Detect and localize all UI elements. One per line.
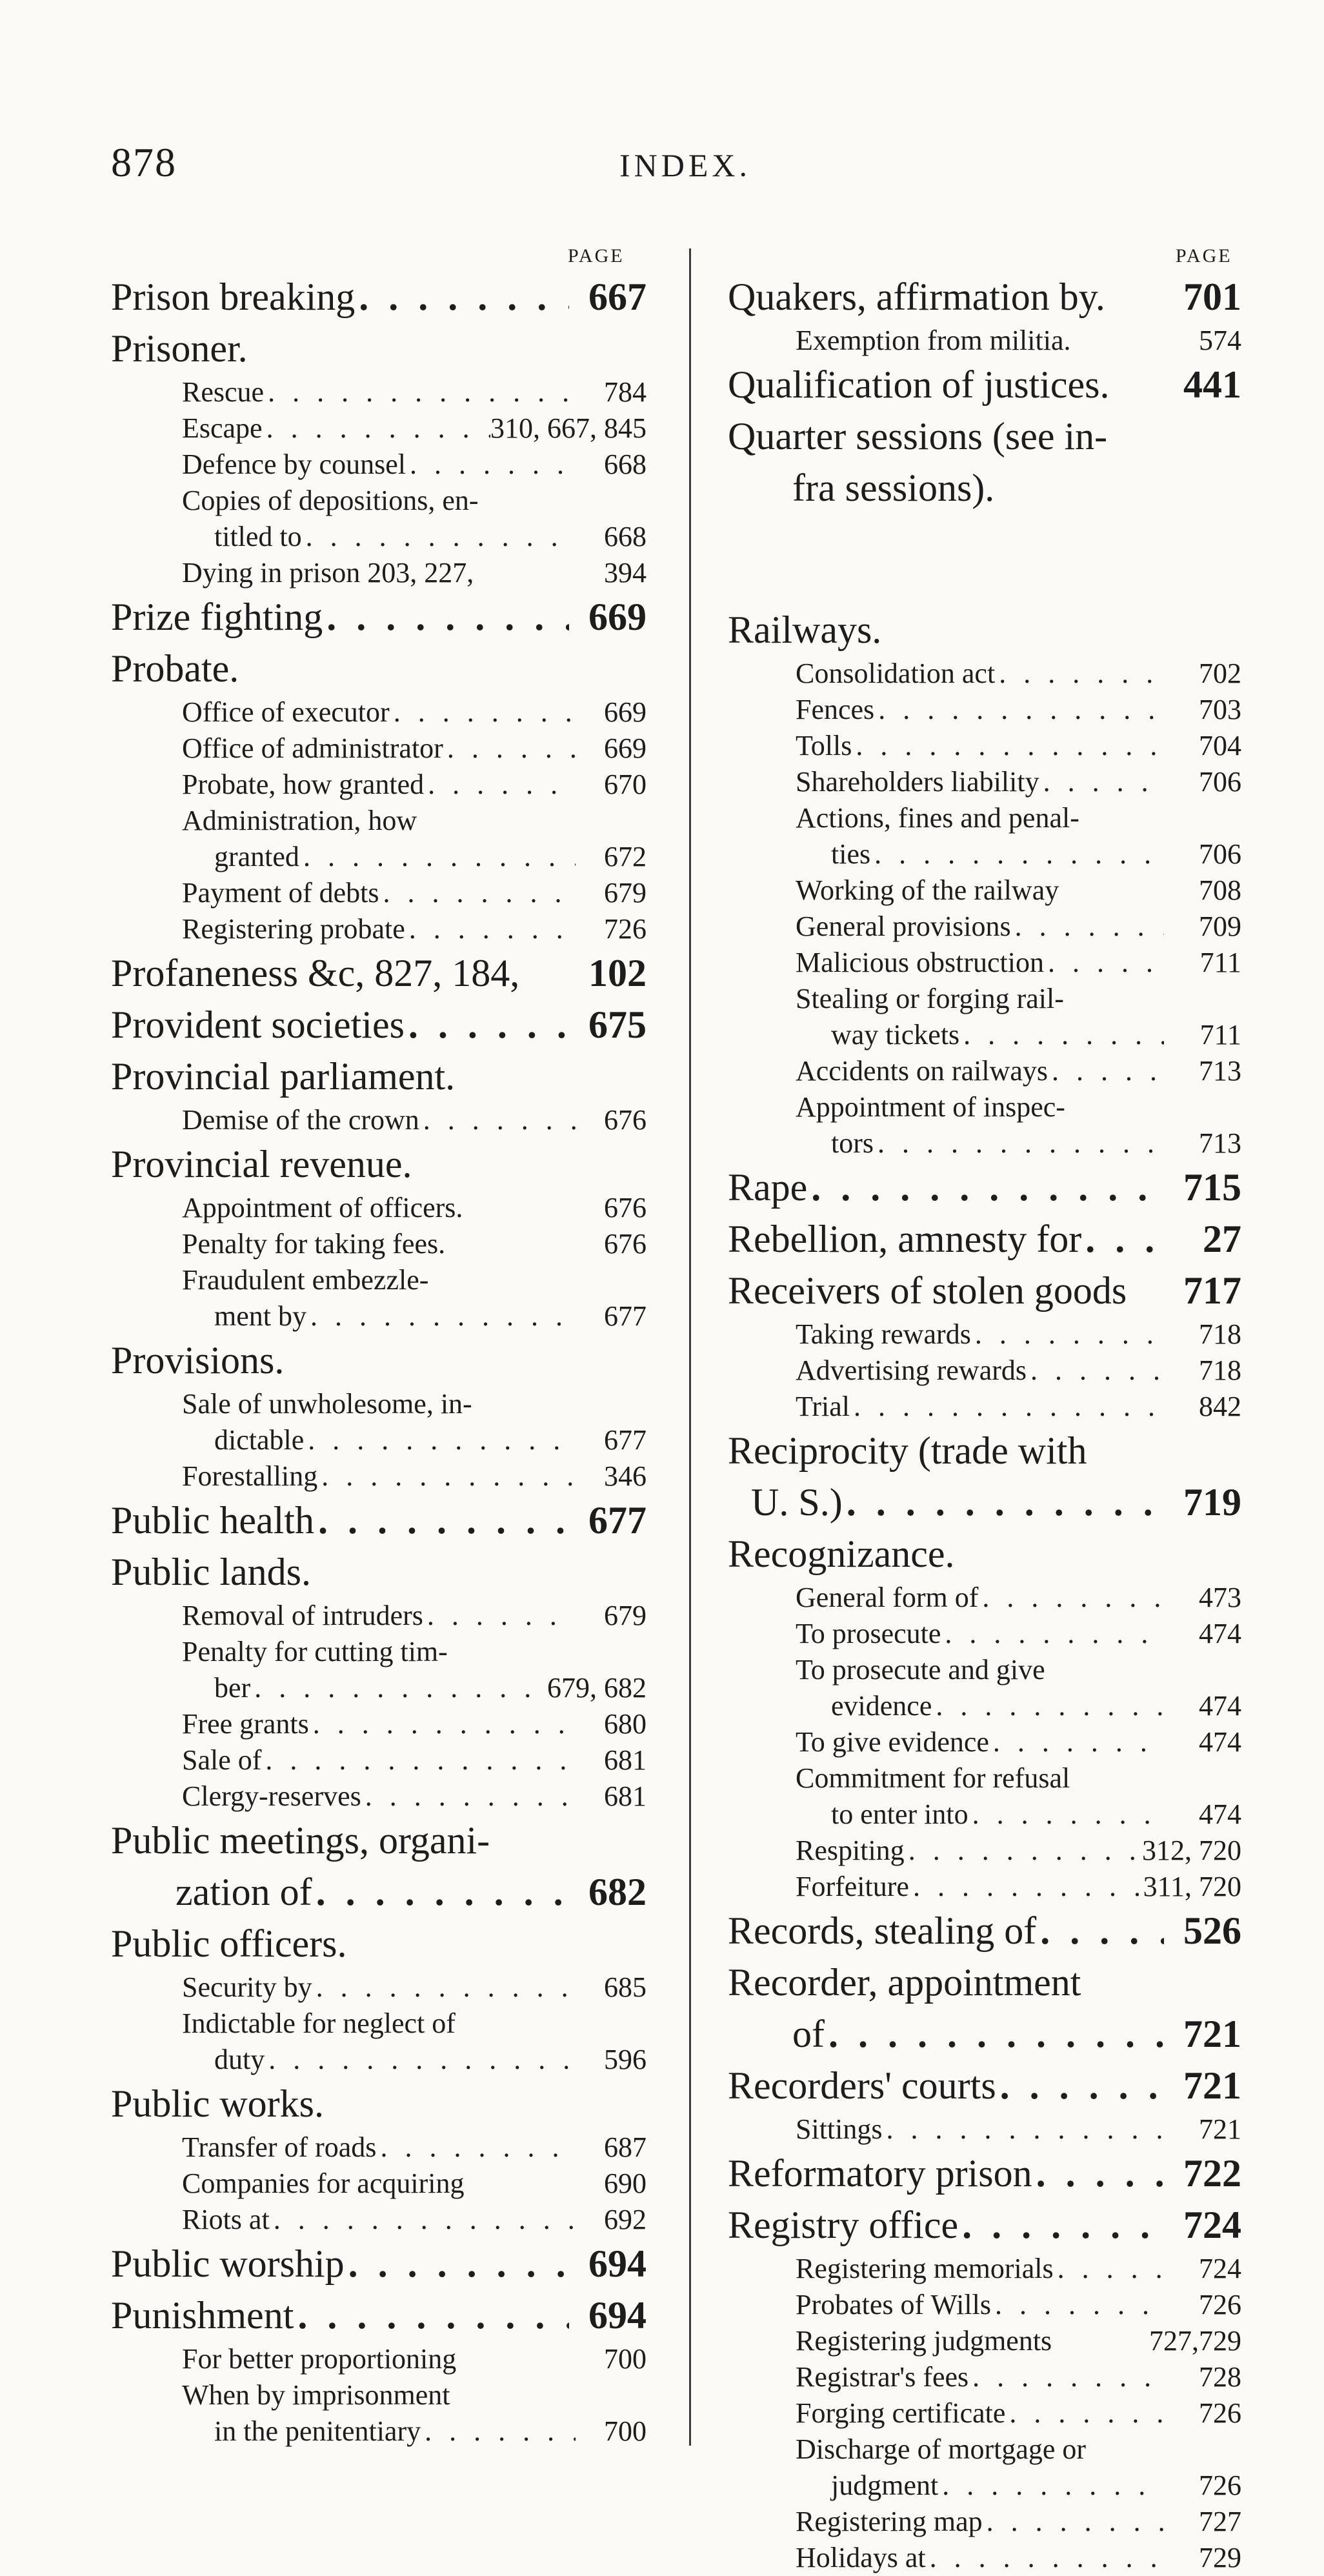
index-subentry: Registering probate . . . 726 — [111, 911, 647, 947]
index-subentry: dictable . . . 677 — [111, 1422, 647, 1458]
index-entry: U. S.) . . . 719 — [728, 1476, 1241, 1528]
index-subentry: Companies for acquiring 690 — [182, 2168, 647, 2199]
index-entry: Qualification of justices. 441 — [728, 363, 1241, 406]
index-subentry: Respiting . . . 312, 720 — [728, 1833, 1241, 1869]
index-heading: Provincial parliament. — [111, 1055, 456, 1098]
index-subentry: Sale of . . . 681 — [111, 1742, 647, 1778]
index-entry: Punishment . . . 694 — [111, 2289, 647, 2341]
index-heading: Probate. — [111, 647, 239, 690]
index-entry: Profaneness &c, 827, 184, 102 — [111, 952, 647, 994]
index-subentry-line: To prosecute and give — [796, 1654, 1045, 1685]
index-entry: Recorders' courts . . . 721 — [728, 2060, 1241, 2111]
index-subentry-line: Copies of depositions, en- — [182, 485, 479, 516]
index-heading: Provincial revenue. — [111, 1143, 412, 1185]
index-entry: zation of . . . 682 — [111, 1866, 647, 1918]
index-subentry: ber . . . 679, 682 — [111, 1670, 647, 1706]
index-subentry: ties . . . 706 — [728, 836, 1241, 872]
index-subentry: Tolls . . . 704 — [728, 728, 1241, 764]
index-heading: Provisions. — [111, 1339, 285, 1382]
index-subentry: Forfeiture . . . 311, 720 — [728, 1869, 1241, 1905]
index-subentry: Office of administrator . . . 669 — [111, 730, 647, 767]
index-subentry: Riots at . . . 692 — [111, 2202, 647, 2238]
index-subentry: Free grants . . . 680 — [111, 1706, 647, 1742]
index-subentry: to enter into . . . 474 — [728, 1796, 1241, 1833]
index-subentry: titled to . . . 668 — [111, 519, 647, 555]
index-subentry: Registering judgments 727,729 — [796, 2325, 1241, 2357]
right-column — [728, 271, 1241, 2576]
index-subentry: Office of executor . . . 669 — [111, 694, 647, 730]
index-subentry: Dying in prison 203, 227, 394 — [182, 557, 647, 589]
left-page-column-label: PAGE — [568, 245, 625, 267]
index-subentry: granted . . . 672 — [111, 839, 647, 875]
index-subentry-line: Appointment of inspec- — [796, 1091, 1065, 1123]
index-subentry-line: Commitment for refusal — [796, 1762, 1070, 1794]
index-entry: Registry office . . . 724 — [728, 2199, 1241, 2251]
index-subentry: Appointment of officers. 676 — [182, 1192, 647, 1223]
index-heading: Railways. — [728, 609, 882, 651]
index-subentry: Working of the railway 708 — [796, 874, 1241, 906]
index-subentry: Probate, how granted . . . 670 — [111, 767, 647, 803]
index-subentry: Holidays at . . . 729 — [728, 2540, 1241, 2576]
index-subentry: Clergy-reserves . . . 681 — [111, 1778, 647, 1815]
index-heading: Recognizance. — [728, 1533, 955, 1575]
index-heading: Reciprocity (trade with — [728, 1429, 1087, 1472]
index-subentry: General form of . . . 473 — [728, 1580, 1241, 1616]
index-heading: Public lands. — [111, 1551, 311, 1593]
index-subentry: Removal of intruders . . . 679 — [111, 1598, 647, 1634]
index-heading: Public meetings, organi- — [111, 1819, 490, 1862]
index-subentry: Penalty for taking fees. 676 — [182, 1228, 647, 1260]
index-subentry: Escape . . . 310, 667, 845 — [111, 410, 647, 447]
index-subentry: Defence by counsel . . . 668 — [111, 447, 647, 483]
index-entry: Public health . . . 677 — [111, 1494, 647, 1546]
index-subentry: Payment of debts . . . 679 — [111, 875, 647, 911]
index-subentry-line: Actions, fines and penal- — [796, 802, 1079, 834]
index-heading: Prisoner. — [111, 327, 248, 370]
index-subentry: Forestalling . . . 346 — [111, 1458, 647, 1494]
index-subentry: tors . . . 713 — [728, 1125, 1241, 1162]
index-subentry: Rescue . . . 784 — [111, 374, 647, 410]
index-subentry-line: Discharge of mortgage or — [796, 2433, 1087, 2465]
index-subentry: Transfer of roads . . . 687 — [111, 2129, 647, 2166]
index-heading-continuation: fra sessions). — [792, 467, 995, 509]
index-subentry-line: Stealing or forging rail- — [796, 983, 1064, 1014]
index-subentry: Advertising rewards . . . 718 — [728, 1353, 1241, 1389]
index-subentry-line: Penalty for cutting tim- — [182, 1636, 448, 1667]
index-subentry: Demise of the crown . . . 676 — [111, 1102, 647, 1138]
index-subentry: Malicious obstruction . . . 711 — [728, 945, 1241, 981]
index-entry: Rebellion, amnesty for . . . 27 — [728, 1213, 1241, 1265]
index-subentry: For better proportioning 700 — [182, 2343, 647, 2375]
index-subentry: Exemption from militia. 574 — [796, 325, 1241, 356]
index-subentry: Registering memorials . . . 724 — [728, 2251, 1241, 2287]
index-subentry: Security by . . . 685 — [111, 1969, 647, 2006]
index-entry: Prison breaking . . . 667 — [111, 271, 647, 323]
running-title: INDEX. — [619, 147, 752, 183]
index-entry: Quakers, affirmation by. 701 — [728, 276, 1241, 318]
index-heading: Public officers. — [111, 1922, 347, 1965]
index-subentry: To give evidence . . . 474 — [728, 1724, 1241, 1760]
index-subentry: Taking rewards . . . 718 — [728, 1316, 1241, 1353]
page-header — [0, 139, 1324, 197]
index-subentry: in the penitentiary . . . 700 — [111, 2413, 647, 2450]
index-entry: Public worship . . . 694 — [111, 2238, 647, 2289]
index-entry: Records, stealing of . . . 526 — [728, 1905, 1241, 1957]
index-entry: Prize fighting . . . 669 — [111, 591, 647, 643]
index-subentry: Trial . . . 842 — [728, 1389, 1241, 1425]
left-column — [111, 271, 647, 2450]
index-heading: Public works. — [111, 2082, 324, 2125]
index-entry: Reformatory prison . . . 722 — [728, 2148, 1241, 2199]
index-entry: Rape . . . 715 — [728, 1162, 1241, 1213]
index-subentry: judgment . . . 726 — [728, 2468, 1241, 2504]
index-heading: Recorder, appointment — [728, 1961, 1081, 2004]
index-subentry: ment by . . . 677 — [111, 1298, 647, 1334]
index-subentry: Sittings . . . 721 — [728, 2111, 1241, 2148]
index-subentry: Fences . . . 703 — [728, 692, 1241, 728]
index-subentry: Accidents on railways . . . 713 — [728, 1053, 1241, 1089]
index-entry: Receivers of stolen goods 717 — [728, 1269, 1241, 1312]
index-entry: of . . . 721 — [728, 2008, 1241, 2060]
index-subentry-line: Administration, how — [182, 805, 417, 836]
index-subentry-line: Fraudulent embezzle- — [182, 1264, 429, 1296]
index-subentry: Registrar's fees . . . 728 — [728, 2359, 1241, 2395]
column-divider — [689, 248, 691, 2446]
index-subentry: duty . . . 596 — [111, 2042, 647, 2078]
index-subentry: Probates of Wills . . . 726 — [728, 2287, 1241, 2323]
index-subentry: Consolidation act . . . 702 — [728, 656, 1241, 692]
index-subentry: Registering map . . . 727 — [728, 2504, 1241, 2540]
page-number: 878 — [111, 139, 177, 185]
right-page-column-label: PAGE — [1176, 245, 1232, 267]
index-subentry: General provisions . . . 709 — [728, 909, 1241, 945]
index-subentry: evidence . . . 474 — [728, 1688, 1241, 1724]
index-heading: Quarter sessions (see in- — [728, 415, 1108, 458]
index-subentry: To prosecute . . . 474 — [728, 1616, 1241, 1652]
index-subentry: Shareholders liability . . . 706 — [728, 764, 1241, 800]
index-subentry: Forging certificate . . . 726 — [728, 2395, 1241, 2431]
index-subentry-line: When by imprisonment — [182, 2379, 450, 2411]
index-entry: Provident societies . . . 675 — [111, 999, 647, 1051]
index-subentry: way tickets . . . 711 — [728, 1017, 1241, 1053]
index-subentry-line: Sale of unwholesome, in- — [182, 1388, 472, 1420]
index-subentry-line: Indictable for neglect of — [182, 2007, 456, 2039]
